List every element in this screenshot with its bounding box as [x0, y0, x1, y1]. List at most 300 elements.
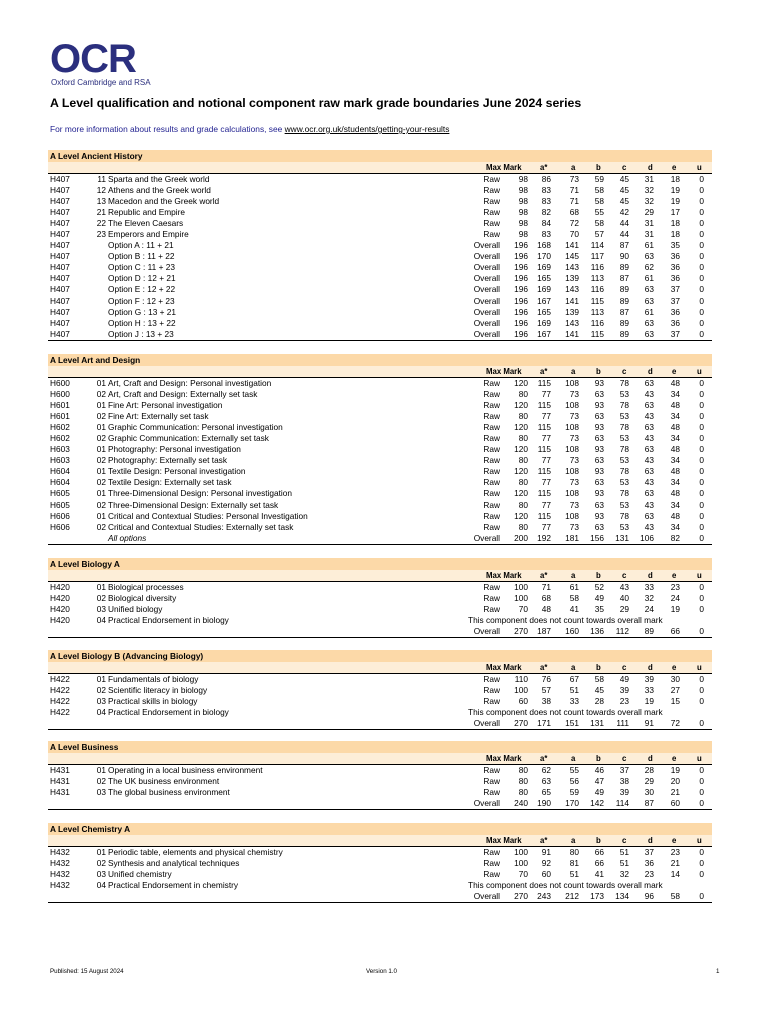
max-mark: 70: [518, 603, 528, 614]
grade-boundary: 68: [541, 592, 551, 603]
component-name: Textile Design: Externally set task: [108, 477, 232, 488]
grade-boundary: 73: [569, 173, 579, 184]
column-header: a*: [540, 571, 548, 580]
table-body: [48, 173, 712, 341]
grade-boundary: 49: [594, 786, 604, 797]
max-mark: 80: [518, 477, 528, 488]
grade-boundary: 66: [670, 625, 680, 636]
section-title: A Level Business: [48, 741, 712, 753]
component-name: Option G : 13 + 21: [108, 306, 177, 317]
section: [48, 558, 712, 638]
table-row: [48, 674, 712, 685]
column-header: u: [697, 754, 702, 763]
grade-boundary: 61: [644, 273, 654, 284]
column-header-row: [48, 366, 712, 377]
grade-boundary: 29: [644, 775, 654, 786]
mark-type: Raw: [483, 510, 500, 521]
grade-boundary: 108: [565, 377, 579, 388]
component-number: 01: [96, 581, 106, 592]
max-mark: 240: [514, 797, 528, 808]
grade-boundary: 29: [619, 603, 629, 614]
grade-boundary: 19: [670, 603, 680, 614]
spec-code: H603: [50, 444, 70, 455]
component-name: Athens and the Greek world: [108, 184, 211, 195]
grade-boundary: 43: [644, 477, 654, 488]
grade-boundary: 0: [699, 673, 704, 684]
spec-code: H602: [50, 421, 70, 432]
mark-type: Overall: [473, 251, 500, 262]
grade-boundary: 139: [565, 273, 579, 284]
grade-boundary: 89: [619, 284, 629, 295]
column-header: Max Mark: [486, 367, 522, 376]
grade-boundary: 0: [699, 625, 704, 636]
section-title: A Level Biology B (Advancing Biology): [48, 650, 712, 662]
grade-boundary: 131: [590, 717, 604, 728]
grade-boundary: 0: [699, 228, 704, 239]
component-number: 03: [96, 603, 106, 614]
grade-boundary: 0: [699, 410, 704, 421]
mark-type: Raw: [483, 592, 500, 603]
grade-boundary: 173: [590, 890, 604, 901]
spec-code: H422: [50, 695, 70, 706]
column-header: a*: [540, 754, 548, 763]
grade-boundary: 49: [594, 592, 604, 603]
grade-boundary: 61: [644, 306, 654, 317]
component-name: Fundamentals of biology: [108, 673, 199, 684]
grade-boundary: 0: [699, 581, 704, 592]
component-number: 21: [96, 206, 106, 217]
spec-code: H422: [50, 706, 70, 717]
column-header: c: [622, 163, 627, 172]
grade-boundary: 143: [565, 317, 579, 328]
spec-code: H431: [50, 764, 70, 775]
max-mark: 80: [518, 764, 528, 775]
max-mark: 80: [518, 455, 528, 466]
mark-type: Overall: [473, 625, 500, 636]
component-number: 13: [96, 195, 106, 206]
max-mark: 60: [518, 695, 528, 706]
grade-boundary: 89: [644, 625, 654, 636]
grade-boundary: 106: [640, 532, 654, 543]
grade-boundary: 63: [644, 328, 654, 339]
grade-boundary: 23: [670, 846, 680, 857]
column-header: b: [596, 754, 601, 763]
component-number: 01: [96, 466, 106, 477]
grade-boundary: 170: [537, 251, 551, 262]
mark-type: Raw: [483, 857, 500, 868]
table-row: [48, 615, 712, 626]
table-row: [48, 869, 712, 880]
grade-boundary: 70: [569, 228, 579, 239]
table-row: [48, 307, 712, 318]
component-name: Option D : 12 + 21: [108, 273, 176, 284]
grade-boundary: 91: [541, 846, 551, 857]
component-name: The global business environment: [108, 786, 230, 797]
grade-boundary: 63: [594, 477, 604, 488]
grade-boundary: 37: [670, 295, 680, 306]
grade-boundary: 115: [537, 488, 551, 499]
section-title: A Level Ancient History: [48, 150, 712, 162]
table-row: [48, 422, 712, 433]
table-row: [48, 296, 712, 307]
grade-boundary: 93: [594, 399, 604, 410]
grade-boundary: 117: [590, 251, 604, 262]
grade-boundary: 34: [670, 410, 680, 421]
grade-boundary: 77: [541, 477, 551, 488]
max-mark: 98: [518, 206, 528, 217]
grade-boundary: 108: [565, 444, 579, 455]
grade-boundary: 0: [699, 684, 704, 695]
mark-type: Overall: [473, 295, 500, 306]
mark-type: Raw: [483, 217, 500, 228]
spec-code: H432: [50, 879, 70, 890]
grade-boundary: 24: [644, 603, 654, 614]
grade-boundary: 58: [594, 195, 604, 206]
grade-boundary: 31: [644, 173, 654, 184]
column-header: Max Mark: [486, 163, 522, 172]
column-header: Max Mark: [486, 754, 522, 763]
spec-code: H407: [50, 262, 70, 273]
component-number: 02: [96, 499, 106, 510]
grade-boundary: 87: [619, 306, 629, 317]
grade-boundary: 63: [644, 295, 654, 306]
grade-boundary: 65: [541, 786, 551, 797]
component-name: Practical Endorsement in biology: [108, 614, 229, 625]
grade-boundary: 36: [670, 251, 680, 262]
grade-boundary: 59: [569, 786, 579, 797]
grade-boundary: 36: [670, 262, 680, 273]
grade-boundary: 44: [619, 228, 629, 239]
grade-boundary: 116: [590, 262, 604, 273]
spec-code: H407: [50, 295, 70, 306]
table-row: [48, 626, 712, 637]
grade-boundary: 77: [541, 432, 551, 443]
component-name: Practical Endorsement in biology: [108, 706, 229, 717]
grade-boundary: 0: [699, 592, 704, 603]
grade-boundary: 44: [619, 217, 629, 228]
grade-boundary: 145: [565, 251, 579, 262]
component-number: 02: [96, 455, 106, 466]
grade-boundary: 57: [594, 228, 604, 239]
component-name: Option F : 12 + 23: [108, 295, 175, 306]
grade-boundary: 77: [541, 410, 551, 421]
grade-boundary: 49: [619, 673, 629, 684]
grade-boundary: 0: [699, 251, 704, 262]
component-name: Photography: Externally set task: [108, 455, 227, 466]
spec-code: H407: [50, 317, 70, 328]
table-row: [48, 196, 712, 207]
grade-boundary: 51: [619, 846, 629, 857]
max-mark: 196: [514, 328, 528, 339]
grade-boundary: 48: [670, 377, 680, 388]
mark-type: Raw: [483, 684, 500, 695]
table-row: [48, 174, 712, 185]
max-mark: 196: [514, 284, 528, 295]
component-number: 02: [96, 684, 106, 695]
grade-boundary: 71: [541, 581, 551, 592]
table-row: [48, 218, 712, 229]
grade-boundary: 51: [569, 868, 579, 879]
grade-boundary: 63: [594, 388, 604, 399]
table-row: [48, 593, 712, 604]
grade-boundary: 48: [670, 421, 680, 432]
grade-boundary: 0: [699, 717, 704, 728]
column-header: d: [648, 163, 653, 172]
component-name: Option B : 11 + 22: [108, 251, 175, 262]
spec-code: H432: [50, 846, 70, 857]
grade-boundary: 0: [699, 455, 704, 466]
grade-boundary: 63: [644, 284, 654, 295]
grade-boundary: 19: [670, 184, 680, 195]
grade-boundary: 89: [619, 317, 629, 328]
grade-boundary: 21: [670, 786, 680, 797]
table-row: [48, 707, 712, 718]
table-row: [48, 433, 712, 444]
column-header: Max Mark: [486, 836, 522, 845]
grade-boundary: 71: [569, 184, 579, 195]
grade-boundary: 93: [594, 421, 604, 432]
grade-boundary: 83: [541, 184, 551, 195]
grade-boundary: 0: [699, 846, 704, 857]
grade-boundary: 28: [644, 764, 654, 775]
section: [48, 650, 712, 730]
table-row: [48, 262, 712, 273]
max-mark: 196: [514, 240, 528, 251]
grade-boundary: 115: [590, 328, 604, 339]
max-mark: 100: [514, 684, 528, 695]
max-mark: 196: [514, 317, 528, 328]
spec-code: H431: [50, 775, 70, 786]
component-note: This component does not count towards overall mark: [468, 614, 663, 625]
table-row: [48, 604, 712, 615]
spec-code: H407: [50, 206, 70, 217]
grade-boundary: 32: [644, 195, 654, 206]
grade-boundary: 53: [619, 432, 629, 443]
grade-boundary: 160: [565, 625, 579, 636]
mark-type: Overall: [473, 284, 500, 295]
grade-boundary: 43: [644, 521, 654, 532]
grade-boundary: 108: [565, 421, 579, 432]
table-row: [48, 466, 712, 477]
grade-boundary: 29: [644, 206, 654, 217]
mark-type: Raw: [483, 455, 500, 466]
spec-code: H407: [50, 251, 70, 262]
column-header: a: [571, 663, 576, 672]
info-text: For more information about results and grade calculations, see: [50, 124, 285, 134]
spec-code: H602: [50, 432, 70, 443]
spec-code: H407: [50, 184, 70, 195]
mark-type: Raw: [483, 377, 500, 388]
grade-boundary: 0: [699, 532, 704, 543]
column-header: a*: [540, 367, 548, 376]
max-mark: 200: [514, 532, 528, 543]
grade-boundary: 113: [590, 273, 604, 284]
max-mark: 80: [518, 388, 528, 399]
component-name: Practical skills in biology: [108, 695, 198, 706]
table-row: [48, 582, 712, 593]
max-mark: 98: [518, 173, 528, 184]
grade-boundary: 73: [569, 521, 579, 532]
component-name: Three-Dimensional Design: Externally set task: [108, 499, 279, 510]
grade-boundary: 66: [594, 857, 604, 868]
grade-boundary: 108: [565, 399, 579, 410]
grade-boundary: 83: [541, 228, 551, 239]
grade-boundary: 33: [644, 581, 654, 592]
max-mark: 100: [514, 581, 528, 592]
column-header: d: [648, 836, 653, 845]
component-number: 01: [96, 764, 106, 775]
grade-boundary: 19: [670, 764, 680, 775]
grade-boundary: 90: [619, 251, 629, 262]
table-row: [48, 718, 712, 729]
grade-boundary: 48: [670, 399, 680, 410]
grade-boundary: 60: [541, 868, 551, 879]
component-name: Republic and Empire: [108, 206, 186, 217]
table-row: [48, 185, 712, 196]
column-header: a: [571, 754, 576, 763]
grade-boundary: 17: [670, 206, 680, 217]
column-header-row: [48, 570, 712, 581]
grade-boundary: 141: [565, 295, 579, 306]
grade-boundary: 112: [615, 625, 629, 636]
grade-boundary: 0: [699, 240, 704, 251]
grade-boundary: 89: [619, 328, 629, 339]
grade-boundary: 0: [699, 173, 704, 184]
table-row: [48, 858, 712, 869]
max-mark: 120: [514, 510, 528, 521]
spec-code: H606: [50, 521, 70, 532]
grade-boundary: 28: [594, 695, 604, 706]
component-name: Critical and Contextual Studies: Personal Investigation: [108, 510, 308, 521]
grade-boundary: 36: [670, 306, 680, 317]
component-number: 04: [96, 706, 106, 717]
spec-code: H407: [50, 240, 70, 251]
component-number: 01: [96, 673, 106, 684]
grade-boundary: 23: [670, 581, 680, 592]
mark-type: Raw: [483, 786, 500, 797]
mark-type: Raw: [483, 444, 500, 455]
grade-boundary: 66: [594, 846, 604, 857]
max-mark: 110: [514, 673, 528, 684]
table-row: [48, 273, 712, 284]
grade-boundary: 52: [594, 581, 604, 592]
component-number: 01: [96, 444, 106, 455]
table-body: [48, 673, 712, 730]
results-link[interactable]: www.ocr.org.uk/students/getting-your-results: [284, 124, 450, 134]
column-header: e: [672, 571, 677, 580]
column-header: a: [571, 163, 576, 172]
grade-boundary: 63: [644, 251, 654, 262]
max-mark: 196: [514, 262, 528, 273]
spec-code: H422: [50, 684, 70, 695]
grade-boundary: 93: [594, 444, 604, 455]
mark-type: Overall: [473, 306, 500, 317]
mark-type: Raw: [483, 228, 500, 239]
grade-boundary: 0: [699, 603, 704, 614]
component-number: 03: [96, 868, 106, 879]
component-number: 12: [96, 184, 106, 195]
grade-boundary: 156: [590, 532, 604, 543]
max-mark: 98: [518, 184, 528, 195]
spec-code: H407: [50, 195, 70, 206]
grade-boundary: 63: [644, 510, 654, 521]
component-name: Fine Art: Personal investigation: [108, 399, 223, 410]
grade-boundary: 37: [670, 328, 680, 339]
grade-boundary: 82: [541, 206, 551, 217]
grade-boundary: 63: [644, 488, 654, 499]
column-header: u: [697, 836, 702, 845]
table-row: [48, 318, 712, 329]
spec-code: H600: [50, 377, 70, 388]
spec-code: H407: [50, 328, 70, 339]
component-number: 01: [96, 399, 106, 410]
table-row: [48, 500, 712, 511]
column-header: u: [697, 571, 702, 580]
grade-boundary: 63: [644, 444, 654, 455]
grade-boundary: 72: [670, 717, 680, 728]
mark-type: Raw: [483, 521, 500, 532]
grade-boundary: 0: [699, 488, 704, 499]
column-header: Max Mark: [486, 663, 522, 672]
max-mark: 100: [514, 846, 528, 857]
grade-boundary: 142: [590, 797, 604, 808]
grade-boundary: 78: [619, 488, 629, 499]
grade-boundary: 87: [644, 797, 654, 808]
grade-boundary: 93: [594, 377, 604, 388]
grade-boundary: 0: [699, 399, 704, 410]
component-number: 02: [96, 388, 106, 399]
grade-boundary: 38: [619, 775, 629, 786]
grade-boundary: 78: [619, 510, 629, 521]
grade-boundary: 0: [699, 499, 704, 510]
grade-boundary: 63: [594, 455, 604, 466]
mark-type: Raw: [483, 695, 500, 706]
max-mark: 270: [514, 625, 528, 636]
column-header: e: [672, 663, 677, 672]
grade-boundary: 0: [699, 273, 704, 284]
component-number: 23: [96, 228, 106, 239]
component-name: Textile Design: Personal investigation: [108, 466, 246, 477]
max-mark: 270: [514, 890, 528, 901]
component-name: Biological processes: [108, 581, 184, 592]
spec-code: H600: [50, 388, 70, 399]
grade-boundary: 77: [541, 499, 551, 510]
max-mark: 98: [518, 228, 528, 239]
table-row: [48, 891, 712, 902]
grade-boundary: 45: [594, 684, 604, 695]
grade-boundary: 62: [644, 262, 654, 273]
component-number: 02: [96, 775, 106, 786]
grade-boundary: 73: [569, 477, 579, 488]
grade-boundary: 38: [541, 695, 551, 706]
max-mark: 80: [518, 410, 528, 421]
grade-boundary: 115: [537, 510, 551, 521]
grade-boundary: 92: [541, 857, 551, 868]
component-name: Option C : 11 + 23: [108, 262, 175, 273]
grade-boundary: 46: [594, 764, 604, 775]
column-header-row: [48, 662, 712, 673]
grade-boundary: 36: [670, 273, 680, 284]
grade-boundary: 93: [594, 510, 604, 521]
grade-boundary: 165: [537, 273, 551, 284]
component-number: 02: [96, 477, 106, 488]
grade-boundary: 141: [565, 328, 579, 339]
grade-boundary: 80: [569, 846, 579, 857]
component-name: Macedon and the Greek world: [108, 195, 220, 206]
mark-type: Raw: [483, 195, 500, 206]
spec-code: H407: [50, 173, 70, 184]
grade-boundary: 93: [594, 466, 604, 477]
